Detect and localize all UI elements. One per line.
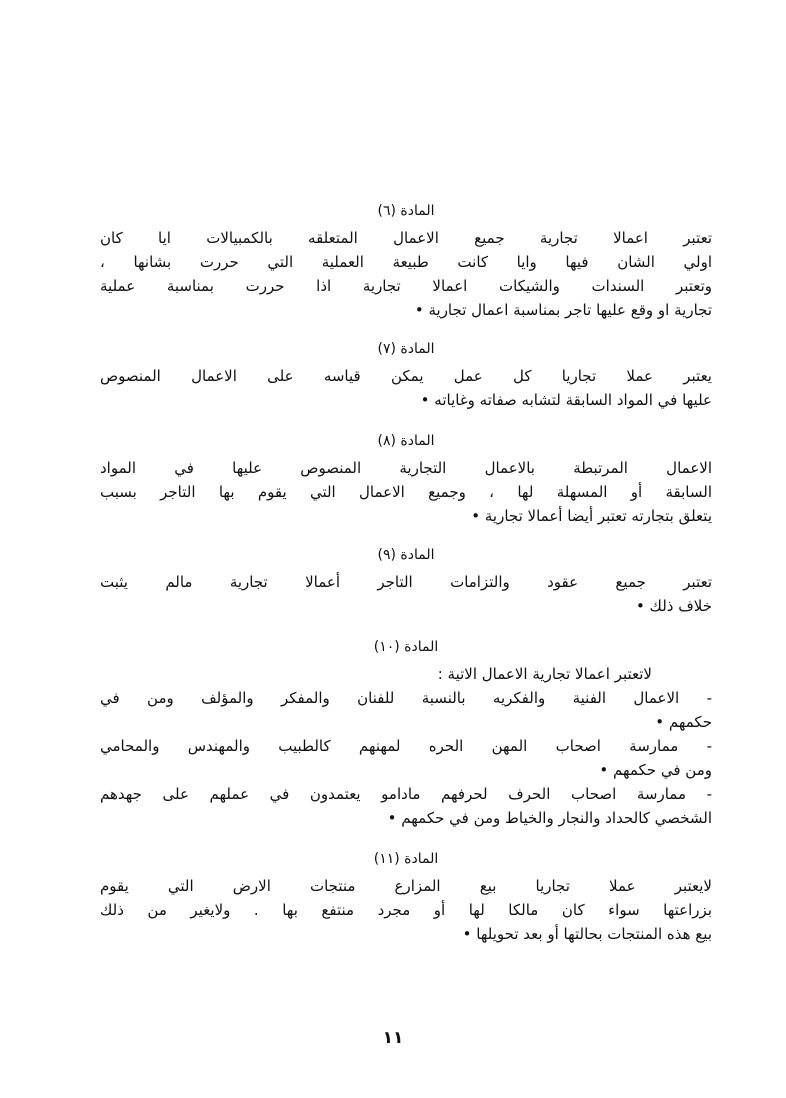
article-7 [100, 338, 712, 412]
article-heading: المادة (١١) [373, 851, 439, 867]
text-line: الشخصي كالحداد والنجار والخياط ومن في حكمهم • [387, 809, 712, 827]
text-line: تعتبر جميع عقود والتزامات التاجر أعمالا تجارية مالم يثبت [100, 573, 712, 591]
text-line: يعتبر عملا تجاريا كل عمل يمكن قياسه على الاعمال المنصوص [100, 367, 712, 385]
text-line: السابقة أو المسهلة لها ، وجميع الاعمال التي يقوم بها التاجر بسبب [100, 483, 712, 501]
list-item: - الاعمال الفنية والفكريه بالنسبة للفنان والمفكر والمؤلف ومن في [100, 689, 712, 707]
article-heading: المادة (١٠) [373, 639, 439, 655]
text-line: لايعتبر عملا تجاريا بيع المزارع منتجات الارض التي يقوم [100, 877, 712, 895]
list-item: - ممارسة اصحاب المهن الحره لمهنهم كالطبيب والمهندس والمحامي [100, 737, 712, 755]
article-6 [100, 200, 712, 322]
list-item: - ممارسة اصحاب الحرف لحرفهم مادامو يعتمدون في عملهم على جهدهم [100, 785, 712, 803]
text-line: عليها في المواد السابقة لتشابه صفاته وغاياته • [420, 391, 712, 409]
text-line: لاتعتبر اعمالا تجارية الاعمال الاتية : [437, 665, 652, 683]
article-10 [100, 636, 712, 830]
article-heading: المادة (٩) [377, 547, 435, 563]
text-line: ومن في حكمهم • [599, 761, 712, 779]
text-line: تجارية او وقع عليها تاجر بمناسبة اعمال تجارية • [414, 301, 712, 319]
text-line: بزراعتها سواء كان مالكا لها أو مجرد منتفع بها . ولايغير من ذلك [100, 901, 712, 919]
text-line: وتعتبر السندات والشيكات اعمالا تجارية اذا حررت بمناسبة عملية [100, 277, 712, 295]
text-line: اولي الشان فيها وايا كانت طبيعة العملية التي حررت بشانها ، [100, 253, 712, 271]
text-line: الاعمال المرتبطة بالاعمال التجارية المنصوص عليها في المواد [100, 459, 712, 477]
text-line: بيع هذه المنتجات بحالتها أو بعد تحويلها • [462, 925, 712, 943]
text-line: خلاف ذلك • [635, 597, 712, 615]
article-heading: المادة (٨) [377, 433, 435, 449]
page-number: ١١ [382, 1028, 404, 1048]
article-heading: المادة (٦) [377, 203, 435, 219]
text-line: حكمهم • [655, 713, 712, 731]
article-9 [100, 544, 712, 618]
article-heading: المادة (٧) [377, 341, 435, 357]
text-line: تعتبر اعمالا تجارية جميع الاعمال المتعلقه بالكمبيالات ايا كان [100, 229, 712, 247]
text-line: يتعلق بتجارته تعتبر أيضا أعمالا تجارية • [471, 507, 712, 525]
article-8 [100, 430, 712, 528]
article-11 [100, 848, 712, 946]
